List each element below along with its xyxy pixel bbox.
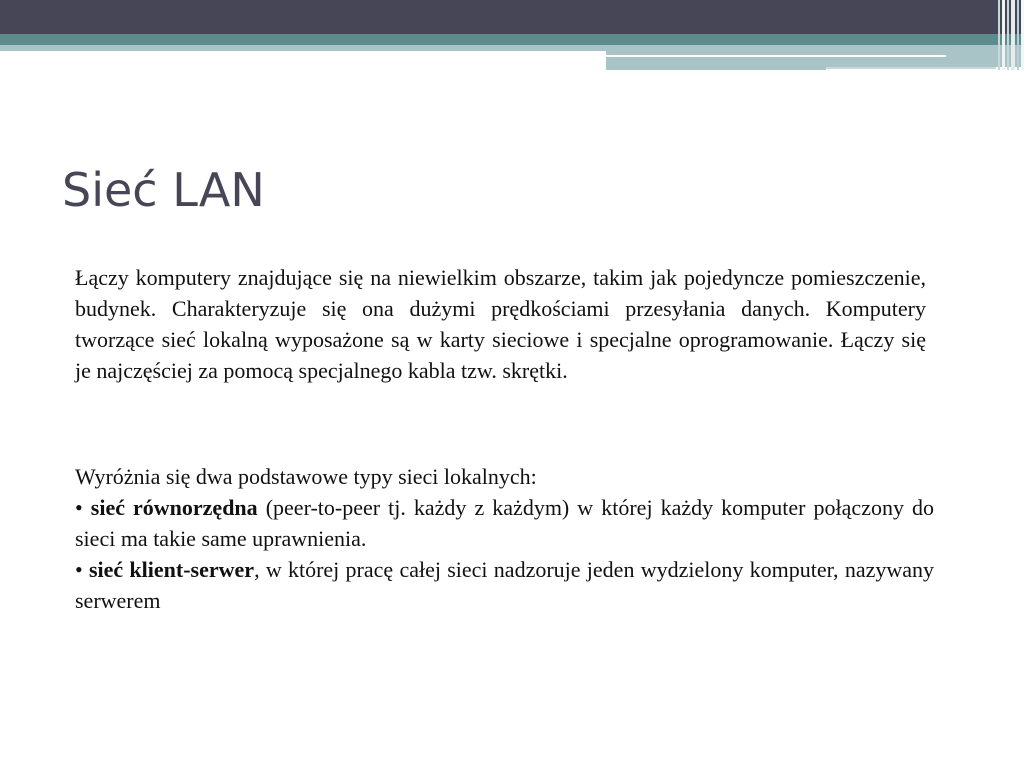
network-type-description: (peer-to-peer tj. każdy z każdym) w której każdy komputer połączony do sieci ma takie same uprawnienia. [75,495,935,551]
slide-title: Sieć LAN [62,163,265,217]
network-type-description: , w której pracę całej sieci nadzoruje jeden wydzielony komputer, nazywany serwerem [75,557,934,613]
network-types-section [75,461,934,616]
header-accent-line [606,67,826,70]
bullet: • [75,495,83,520]
list-item [75,554,934,616]
network-type-term: sieć klient-serwer [88,557,255,582]
bullet: • [75,557,83,582]
network-type-term: sieć równorzędna [90,495,258,520]
header-band-step [606,51,1024,67]
description-paragraph: Łączy komputery znajdujące się na niewielkim obszarze, takim jak pojedyncze pomieszczenie, budynek. Charakteryzuje się ona dużymi prędkościami przesyłania danych. Komputery tworzące sieć lokalną wyposażone są w karty sieciowe i specjalne oprogramowanie. Łączy się je najczęściej za pomocą specjalnego kabla tzw. skrętki. [75,265,926,383]
header-band-teal [0,34,1024,45]
header-accent-line [826,67,996,69]
header-vertical-stripes [994,0,1024,70]
header-band-dark [0,0,1024,34]
list-item [75,492,934,554]
header-accent-line [606,55,946,57]
types-intro: Wyróżnia się dwa podstawowe typy sieci lokalnych: [75,464,537,489]
